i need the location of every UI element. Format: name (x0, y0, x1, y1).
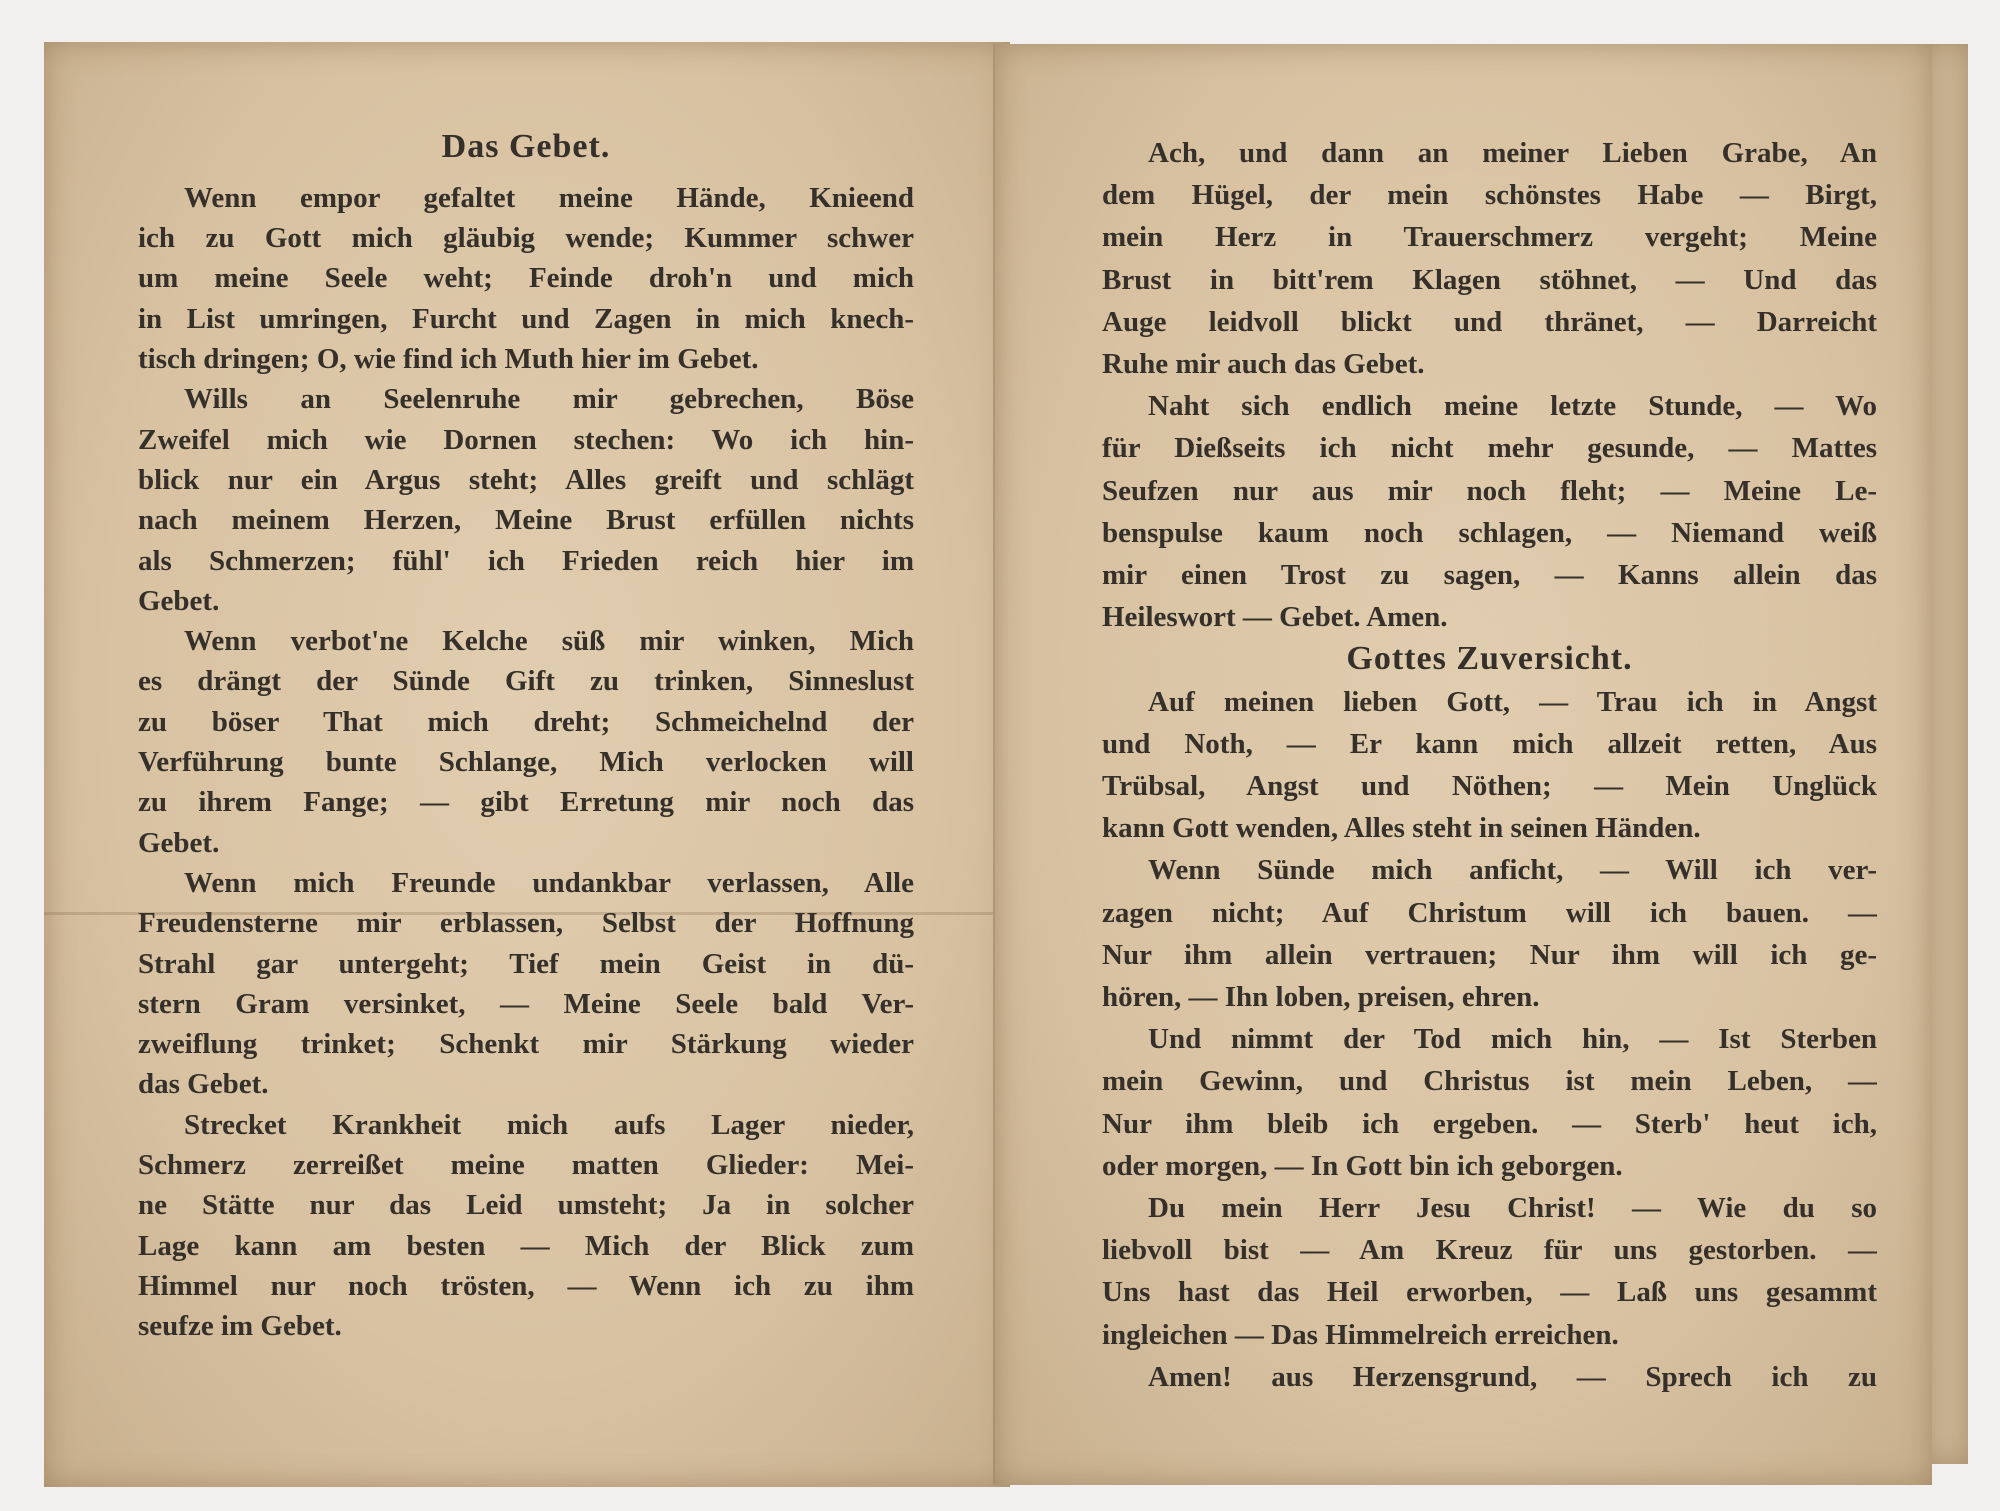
text-line: Lage kann am besten — Mich der Blick zum (138, 1229, 914, 1262)
text-line: in List umringen, Furcht und Zagen in mich knech- (138, 302, 914, 335)
text-line: Nur ihm allein vertrauen; Nur ihm will ich ge- (1102, 938, 1877, 971)
text-line: Strahl gar untergeht; Tief mein Geist in dü- (138, 947, 914, 980)
text-line: Auf meinen lieben Gott, — Trau ich in Angst (1148, 685, 1877, 718)
text-line: Wenn mich Freunde undankbar verlassen, Alle (184, 866, 914, 899)
text-line: Wenn Sünde mich anficht, — Will ich ver- (1148, 854, 1877, 887)
text-line: Du mein Herr Jesu Christ! — Wie du so (1148, 1191, 1877, 1224)
text-line: zagen nicht; Auf Christum will ich bauen. — (1102, 896, 1877, 929)
text-line: Zweifel mich wie Dornen stechen: Wo ich hin- (138, 423, 914, 456)
text-line: es drängt der Sünde Gift zu trinken, Sinneslust (138, 665, 914, 698)
right-page (993, 44, 1932, 1485)
text-line: zu böser That mich dreht; Schmeichelnd der (138, 705, 914, 738)
text-line: für Dießseits ich nicht mehr gesunde, — Mattes (1102, 432, 1877, 465)
text-line: Trübsal, Angst und Nöthen; — Mein Unglück (1102, 769, 1877, 802)
text-line: dem Hügel, der mein schönstes Habe — Birgt, (1102, 179, 1877, 212)
text-line: oder morgen, — In Gott bin ich geborgen. (1102, 1149, 1623, 1182)
text-line: blick nur ein Argus steht; Alles greift und schlägt (138, 463, 914, 496)
text-line: Wenn empor gefaltet meine Hände, Knieend (184, 181, 914, 214)
text-line: seufze im Gebet. (138, 1310, 342, 1343)
text-line: hören, — Ihn loben, preisen, ehren. (1102, 980, 1540, 1013)
text-line: ich zu Gott mich gläubig wende; Kummer schwer (138, 222, 914, 255)
text-line: Und nimmt der Tod mich hin, — Ist Sterben (1148, 1023, 1877, 1056)
text-line: Heileswort — Gebet. Amen. (1102, 601, 1448, 634)
text-line: mir einen Trost zu sagen, — Kanns allein das (1102, 558, 1877, 591)
text-line: Brust in bitt'rem Klagen stöhnet, — Und das (1102, 263, 1877, 296)
text-line: Strecket Krankheit mich aufs Lager nieder, (184, 1108, 914, 1141)
text-line: benspulse kaum noch schlagen, — Niemand weiß (1102, 516, 1877, 549)
section-title: Gottes Zuversicht. (1346, 640, 1633, 678)
page-title: Das Gebet. (441, 128, 611, 165)
text-line: Ach, und dann an meiner Lieben Grabe, An (1148, 136, 1877, 169)
text-line: tisch dringen; O, wie find ich Muth hier im Gebet. (138, 343, 759, 376)
text-line: Himmel nur noch trösten, — Wenn ich zu ihm (138, 1269, 914, 1302)
text-line: nach meinem Herzen, Meine Brust erfüllen nichts (138, 504, 914, 537)
text-line: liebvoll bist — Am Kreuz für uns gestorben. — (1102, 1234, 1877, 1267)
text-line: Auge leidvoll blickt und thränet, — Darreicht (1102, 305, 1877, 338)
right-page-edge-strip (1926, 44, 1968, 1464)
text-line: ingleichen — Das Himmelreich erreichen. (1102, 1318, 1619, 1351)
text-line: Nur ihm bleib ich ergeben. — Sterb' heut ich, (1102, 1107, 1877, 1140)
text-line: das Gebet. (138, 1068, 269, 1101)
left-page (44, 42, 1010, 1487)
text-line: Wenn verbot'ne Kelche süß mir winken, Mich (184, 625, 914, 658)
text-line: kann Gott wenden, Alles steht in seinen Händen. (1102, 812, 1701, 845)
text-line: Seufzen nur aus mir noch fleht; — Meine Le- (1102, 474, 1877, 507)
text-line: Wills an Seelenruhe mir gebrechen, Böse (184, 383, 914, 416)
text-line: um meine Seele weht; Feinde droh'n und mich (138, 262, 914, 295)
text-line: mein Herz in Trauerschmerz vergeht; Meine (1102, 221, 1877, 254)
text-line: ne Stätte nur das Leid umsteht; Ja in solcher (138, 1189, 914, 1222)
text-line: Amen! aus Herzensgrund, — Sprech ich zu (1148, 1360, 1877, 1393)
text-line: Ruhe mir auch das Gebet. (1102, 347, 1425, 380)
text-line: Gebet. (138, 584, 220, 617)
text-line: stern Gram versinket, — Meine Seele bald Ver- (138, 987, 914, 1020)
text-line: mein Gewinn, und Christus ist mein Leben, — (1102, 1065, 1877, 1098)
text-line: Uns hast das Heil erworben, — Laß uns gesammt (1102, 1276, 1877, 1309)
text-line: Schmerz zerreißet meine matten Glieder: Mei- (138, 1149, 914, 1182)
text-line: Gebet. (138, 826, 220, 859)
text-line: Freudensterne mir erblassen, Selbst der Hoffnung (138, 907, 914, 940)
text-line: Naht sich endlich meine letzte Stunde, — Wo (1148, 390, 1877, 423)
text-line: Verführung bunte Schlange, Mich verlocken will (138, 746, 914, 779)
text-line: und Noth, — Er kann mich allzeit retten, Aus (1102, 727, 1877, 760)
text-line: als Schmerzen; fühl' ich Frieden reich hier im (138, 544, 914, 577)
text-line: zweiflung trinket; Schenkt mir Stärkung wieder (138, 1028, 914, 1061)
text-line: zu ihrem Fange; — gibt Erretung mir noch das (138, 786, 914, 819)
